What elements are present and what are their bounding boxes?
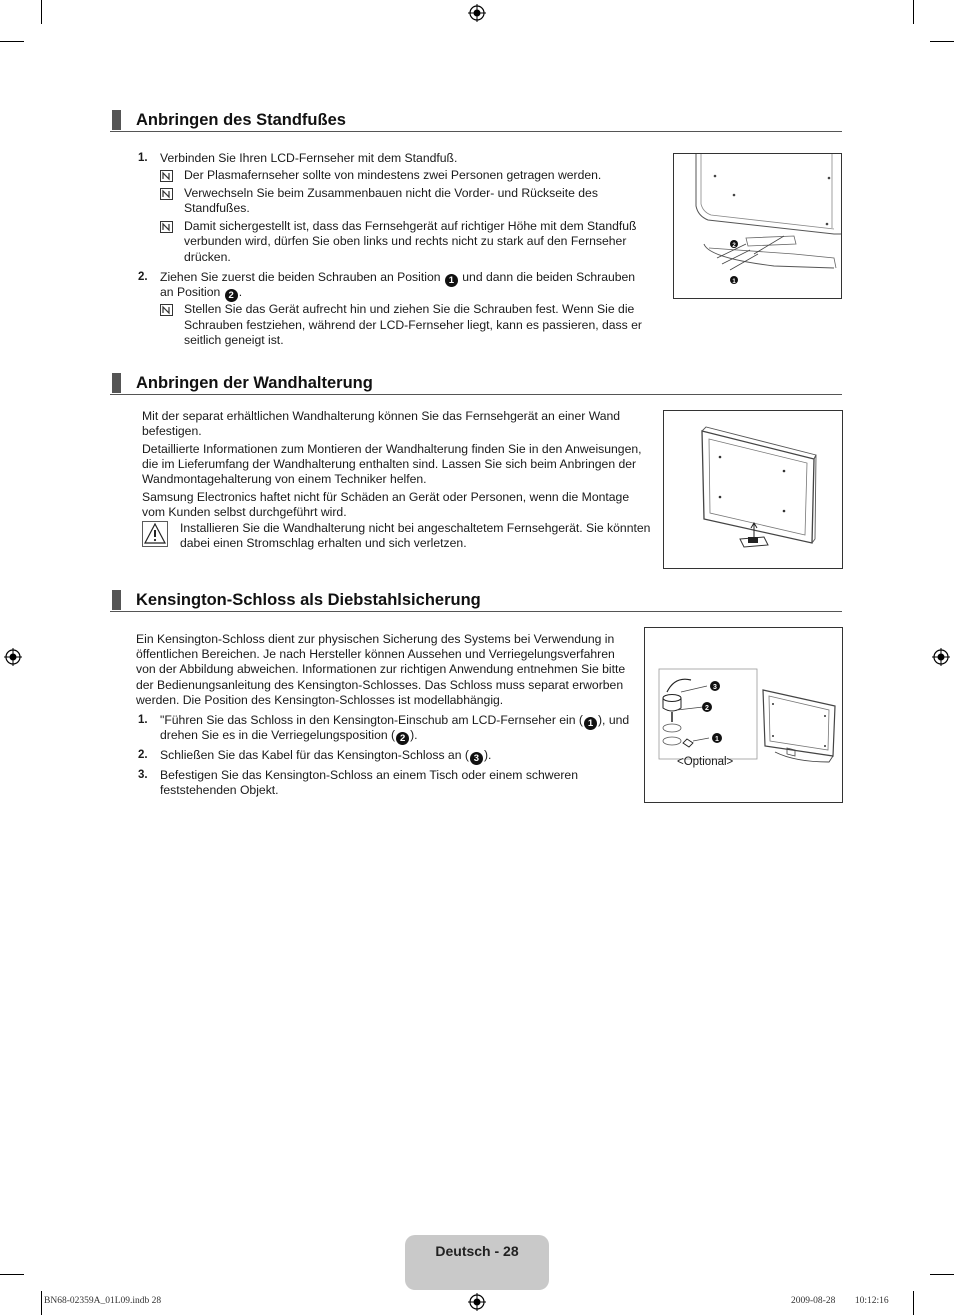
crop-mark (930, 1274, 954, 1275)
section-heading-wall-mount (110, 373, 842, 395)
paragraph-line: die im Lieferumfang der Wandhalterung enthalten sind. Lassen Sie sich beim Anbringen der (142, 457, 637, 471)
registration-mark-icon (468, 1293, 486, 1311)
step-text-part: an Position (160, 285, 221, 299)
note-text: Damit sichergestellt ist, dass das Fernsehgerät auf richtiger Höhe mit dem Standfuß (184, 219, 637, 233)
stand-illustration (673, 153, 842, 299)
page-number: Deutsch - 28 (435, 1243, 519, 1259)
step-text: feststehenden Objekt. (160, 783, 279, 797)
svg-text:2: 2 (732, 243, 736, 249)
step-number: 1. (138, 152, 148, 164)
heading-bar (112, 590, 121, 610)
paragraph-line: Wandmontagehalterung von einem Techniker helfen. (142, 472, 427, 486)
paragraph-line: Mit der separat erhältlichen Wandhalterung können Sie das Fernsehgerät an einer Wand (142, 409, 621, 423)
note-text: drücken. (184, 250, 231, 264)
paragraph-line: Detaillierte Informationen zum Montieren der Wandhalterung finden Sie in den Anweisungen, (142, 442, 642, 456)
paragraph-line: vom Kunden selbst durchgeführt wird. (142, 505, 347, 519)
note-text: verbunden wird, dürfen Sie oben links und rechts nicht zu stark auf den Fernseher (184, 234, 627, 248)
marker-3-icon: 3 (470, 752, 483, 765)
crop-mark (41, 1291, 42, 1315)
step-text: Befestigen Sie das Kensington-Schloss an einem Tisch oder einem schweren (160, 768, 578, 782)
step-text-part: ), und (597, 713, 630, 727)
crop-mark (41, 0, 42, 24)
step-text-part: "Führen Sie das Schloss in den Kensington-Einschub am LCD-Fernseher ein ( (160, 713, 583, 727)
step-number: 3. (138, 769, 148, 781)
paragraph-line: Ein Kensington-Schloss dient zur physischen Sicherung des Systems bei Verwendung in (136, 632, 615, 646)
paragraph-line: Samsung Electronics haftet nicht für Schäden an Gerät oder Personen, wenn die Montage (142, 490, 630, 504)
stand-drawing-icon (674, 154, 841, 298)
paragraph-line: befestigen. (142, 424, 202, 438)
step-text-part: ). (483, 748, 492, 762)
svg-text:1: 1 (732, 279, 736, 285)
note-text: Stellen Sie das Gerät aufrecht hin und ziehen Sie die Schrauben fest. Wenn Sie die (184, 302, 635, 316)
marker-2-icon: 2 (225, 289, 238, 302)
marker-2-icon: 2 (396, 732, 409, 745)
section-title: Kensington-Schloss als Diebstahlsicherung (136, 591, 481, 609)
step-text-part: drehen Sie es in die Verriegelungsposition ( (160, 728, 396, 742)
crop-mark (930, 41, 954, 42)
page-number-tab (405, 1235, 549, 1290)
step-text: Verbinden Sie Ihren LCD-Fernseher mit dem Standfuß. (160, 151, 458, 165)
note-text: Verwechseln Sie beim Zusammenbauen nicht die Vorder- und Rückseite des (184, 186, 598, 200)
marker-1-icon: 1 (445, 274, 458, 287)
step-text (160, 285, 242, 302)
note-text: Standfußes. (184, 201, 250, 215)
svg-text:1: 1 (715, 736, 719, 743)
wall-mount-illustration (663, 410, 843, 569)
note-text: Schrauben festziehen, während der LCD-Fernseher liegt, kann es passieren, dass er (184, 318, 642, 332)
section-title: Anbringen des Standfußes (136, 111, 346, 129)
warning-text: dabei einen Stromschlag erhalten und sich verletzen. (180, 536, 467, 550)
registration-mark-icon (932, 648, 950, 666)
note-icon (160, 170, 173, 182)
step-number: 2. (138, 749, 148, 761)
footer-timestamp: 2009-08-28 ￿￿ 10:12:16 (791, 1296, 889, 1306)
paragraph-line: von der Abbildung abweichen. Informationen zur richtigen Anwendung entnehmen Sie bitte (136, 662, 626, 676)
step-text-part: Ziehen Sie zuerst die beiden Schrauben an Position (160, 270, 441, 284)
heading-bar (112, 373, 121, 393)
note-text: Der Plasmafernseher sollte von mindestens zwei Personen getragen werden. (184, 168, 602, 182)
kensington-illustration (644, 627, 843, 803)
heading-bar (112, 110, 121, 130)
section-heading-kensington (110, 590, 842, 612)
step-text (160, 748, 491, 765)
section-title: Anbringen der Wandhalterung (136, 374, 373, 392)
note-icon (160, 221, 173, 233)
paragraph-line: öffentlichen Bereichen. Je nach Hersteller können Aussehen und Verriegelungsverfahren (136, 647, 615, 661)
registration-mark-icon (4, 648, 22, 666)
step-text (160, 728, 418, 745)
paragraph-line: der Bedienungsanleitung des Kensington-Schlosses. Das Schloss muss separat erworben (136, 678, 624, 692)
optional-label: <Optional> (677, 756, 734, 768)
registration-mark-icon (468, 4, 486, 22)
section-heading-stand (110, 110, 842, 132)
note-icon (160, 188, 173, 200)
crop-mark (913, 1291, 914, 1315)
warning-icon (142, 521, 168, 547)
footer-file-info: BN68-02359A_01L09.indb 28 (44, 1296, 162, 1306)
warning-text: Installieren Sie die Wandhalterung nicht bei angeschaltetem Fernsehgerät. Sie könnten (180, 521, 651, 535)
svg-text:3: 3 (713, 684, 717, 691)
paragraph-line: werden. Die Position des Kensington-Schlosses ist modellabhängig. (136, 693, 504, 707)
wall-mount-drawing-icon (664, 411, 842, 568)
crop-mark (0, 1274, 24, 1275)
step-text-part: und dann die beiden Schrauben (462, 270, 636, 284)
note-text: seitlich geneigt ist. (184, 333, 284, 347)
crop-mark (0, 41, 24, 42)
crop-mark (913, 0, 914, 24)
kensington-drawing-icon (645, 628, 842, 802)
step-text-part: Schließen Sie das Kabel für das Kensington-Schloss an ( (160, 748, 469, 762)
step-number: 2. (138, 271, 148, 283)
marker-1-icon: 1 (584, 717, 597, 730)
svg-text:2: 2 (705, 705, 709, 712)
period: . (238, 285, 243, 299)
note-icon (160, 304, 173, 316)
step-text-part: ). (410, 728, 418, 742)
step-number: 1. (138, 714, 148, 726)
